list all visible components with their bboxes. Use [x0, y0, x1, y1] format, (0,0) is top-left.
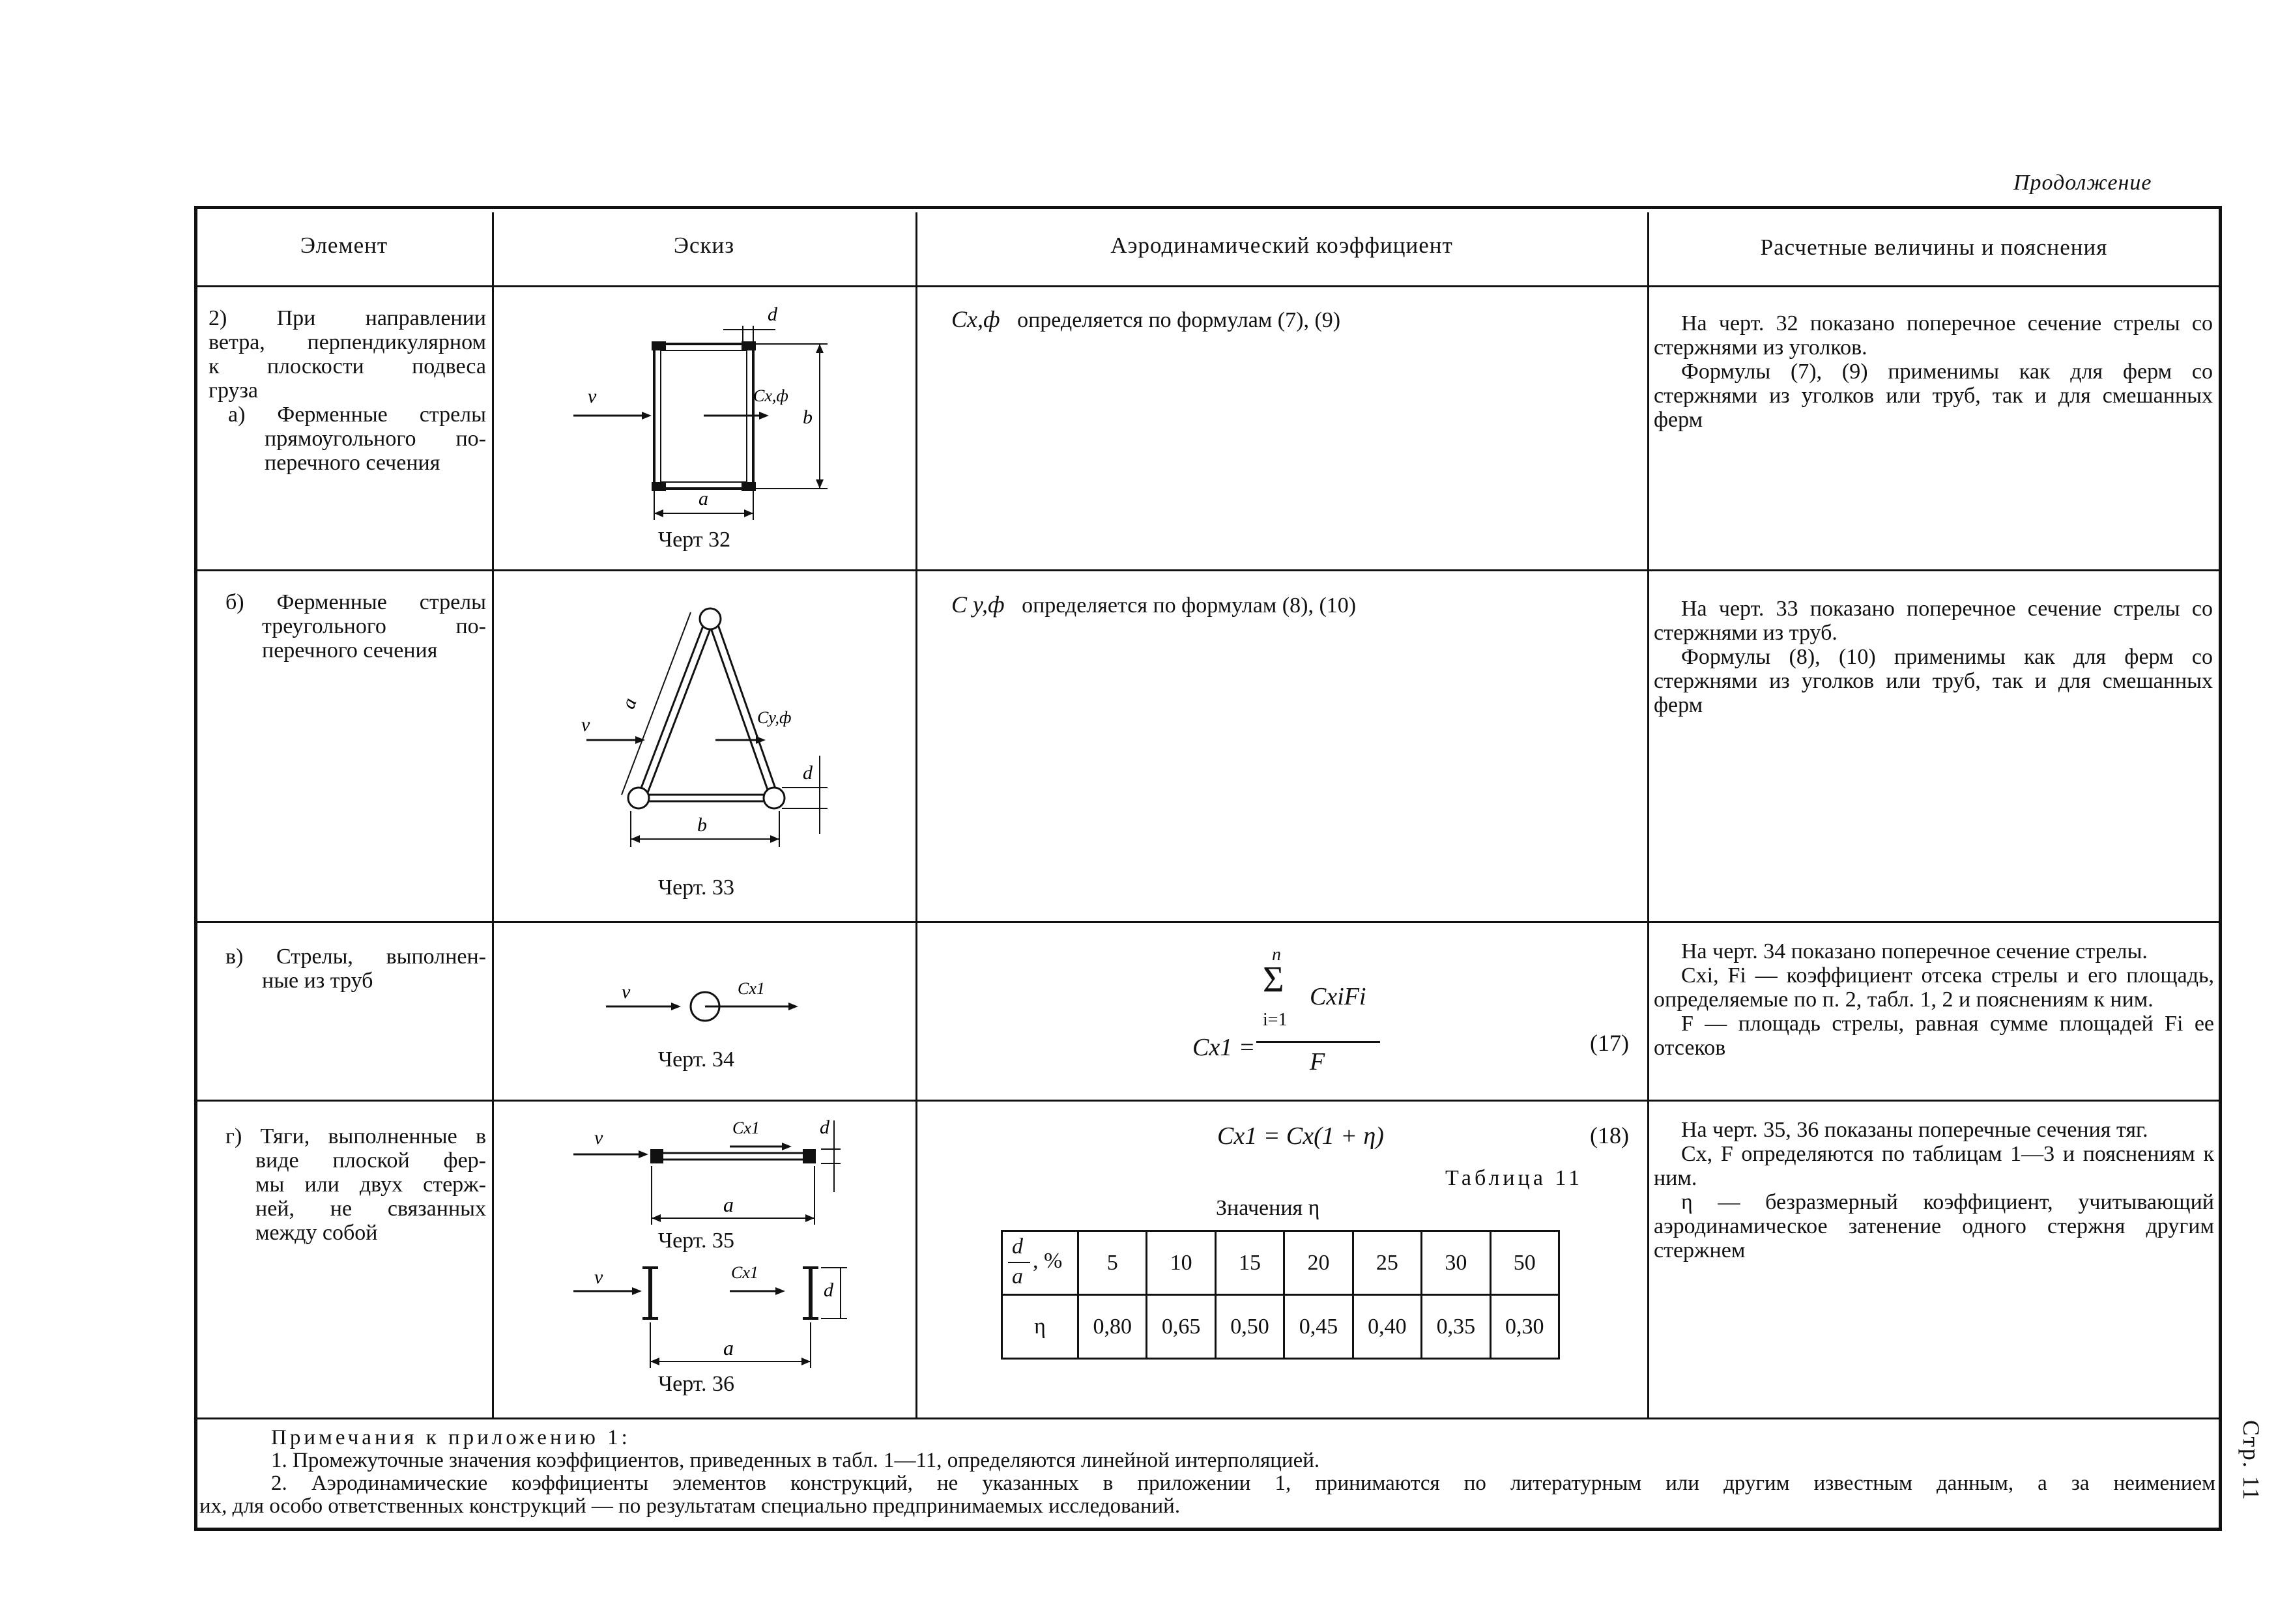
sketch33-b-arrow-right [770, 835, 779, 843]
sketch32-v-label: v [588, 386, 597, 407]
row2-bottom-border [195, 921, 2222, 923]
notes-title: Примечания к приложению 1: [271, 1426, 631, 1449]
sketch35-a-arrow-left [652, 1214, 661, 1222]
sketch33-d-label: d [803, 762, 813, 784]
row2-expl-p2: Формулы (8), (10) применимы как для ферм со стержнями из уголков или труб, так и для смешанных ферм [1654, 645, 2213, 717]
sketch32-angle-bl [652, 482, 666, 491]
sketch35-angle-left [650, 1149, 663, 1163]
notes-item-2b: их, для особо ответственных конструкций — по результатам специально предпринимаемых исследований. [199, 1494, 1181, 1518]
sketch35-a-label: a [723, 1193, 734, 1216]
sketch32-angle-tr [742, 341, 756, 350]
sketch32-a-arrow-left [654, 509, 663, 517]
row4-expl-p1: На черт. 35, 36 показаны поперечные сечения тяг. [1681, 1118, 2148, 1142]
notes-item-2a: 2. Аэродинамические коэффициенты элементов конструкций, не указанных в приложении 1, принимаются по литературным или другим известным данным, а за неимением [271, 1472, 2215, 1495]
row2-explanation [1654, 597, 2213, 717]
sketch36-cx-label: Cx1 [731, 1263, 758, 1282]
sketch32-b-label: b [803, 406, 813, 428]
row3-expl-p2: Cxi, Fi — коэффициент отсека стрелы и его площадь, определяемые по п. 2, табл. 1, 2 и пояснениям к ним. [1654, 963, 2214, 1012]
header-explanations: Расчетные величины и пояснения [1760, 235, 2108, 260]
sketch34-cx-label: Cx1 [738, 979, 765, 998]
sketch35-angle-right [803, 1149, 816, 1163]
row1-expl-p2: Формулы (7), (9) применимы как для ферм со стержнями из уголков или труб, так и для смешанных ферм [1654, 360, 2213, 432]
row2-coef-symbol: C y,ф [951, 591, 1005, 618]
continuation-label: Продолжение [2013, 171, 2152, 195]
sketch36-a-arrow-left [650, 1358, 659, 1365]
row1-element-line6: прямоугольного по- [265, 427, 486, 451]
formula17-lhs: Cx1 = [1192, 1034, 1256, 1061]
sketch32-force-arrowhead [759, 412, 769, 420]
table11-head-label [1002, 1231, 1078, 1295]
row1-element-line5: а) Ферменные стрелы [228, 403, 486, 427]
table11-frac-bar [1008, 1262, 1030, 1263]
sketch36-v-label: v [594, 1266, 603, 1288]
table11-val-1: 0,65 [1147, 1295, 1215, 1359]
sketch33-node-right [764, 788, 785, 808]
sketch32-d-label: d [768, 304, 777, 325]
sketch35-force-arrowhead [782, 1143, 792, 1150]
row3-bottom-border [195, 1100, 2222, 1102]
row3-expl-p1: На черт. 34 показано поперечное сечение стрелы. [1681, 939, 2148, 963]
sketch33-a-label: a [617, 695, 641, 712]
caption-35: Черт. 35 [658, 1229, 735, 1253]
col-divider-2 [915, 212, 917, 1417]
table11-col-1: 10 [1147, 1231, 1215, 1295]
formula-18: Cx1 = Cx(1 + η) [1217, 1122, 1384, 1150]
caption-32: Черт 32 [658, 528, 731, 552]
sketch33-left-bar-2 [646, 619, 714, 796]
row4-element-line2: виде плоской фер- [255, 1148, 486, 1173]
sketch-32 [560, 293, 847, 554]
row4-element [225, 1124, 486, 1245]
sketch34-force-arrowhead [788, 1003, 798, 1010]
page-number: Стр. 11 [2238, 1420, 2264, 1502]
formula18-number: (18) [1590, 1122, 1629, 1148]
col-divider-3 [1647, 212, 1649, 1417]
row2-element-line2: треугольного по- [262, 614, 486, 638]
table11-col-5: 30 [1422, 1231, 1490, 1295]
table11-val-5: 0,35 [1422, 1295, 1490, 1359]
table-11 [1001, 1230, 1560, 1360]
row1-coef-text: определяется по формулам (7), (9) [1017, 308, 1341, 332]
table11-frac-bottom: a [1012, 1264, 1023, 1289]
row1-expl-p1: На черт. 32 показано поперечное сечение стрелы со стержнями из уголков. [1654, 311, 2213, 360]
table11-unit: , % [1033, 1249, 1063, 1273]
table11-frac-top: d [1012, 1234, 1023, 1259]
table11-col-2: 15 [1215, 1231, 1284, 1295]
table11-col-6: 50 [1490, 1231, 1559, 1295]
header-element: Элемент [300, 233, 388, 258]
sketch-33 [560, 586, 847, 860]
table11-val-0: 0,80 [1078, 1295, 1147, 1359]
row4-element-line3: мы или двух стерж- [255, 1173, 486, 1197]
sketch-34 [586, 971, 821, 1029]
sketch33-node-top [700, 608, 721, 629]
sketch35-a-arrow-right [805, 1214, 814, 1222]
sketch-36 [560, 1253, 847, 1377]
formula17-numerator: CxiFi [1310, 983, 1366, 1010]
sketch35-cx-label: Cx1 [732, 1118, 760, 1137]
row3-element [225, 945, 486, 993]
row1-element-line3: к плоскости подвеса [209, 354, 486, 378]
formula17-sum: Σ [1263, 960, 1284, 1000]
row4-element-line5: между собой [255, 1221, 378, 1245]
sketch32-a-label: a [699, 488, 708, 509]
row3-expl-p3: F — площадь стрелы, равная сумме площадей Fi ее отсеков [1654, 1012, 2214, 1060]
sketch32-wind-arrowhead [642, 412, 652, 420]
sketch33-b-arrow-left [631, 835, 640, 843]
col-divider-1 [492, 212, 494, 1417]
header-coefficient: Аэродинамический коэффициент [1110, 233, 1453, 258]
row2-expl-p1: На черт. 33 показано поперечное сечение стрелы со стержнями из труб. [1654, 597, 2213, 645]
row3-element-line1: в) Стрелы, выполнен- [225, 945, 486, 969]
row4-explanation [1654, 1118, 2214, 1262]
table11-caption: Значения η [1216, 1196, 1320, 1220]
row4-bottom-border [195, 1417, 2222, 1419]
row1-element-line2: ветра, перпендикулярном [209, 330, 486, 354]
sketch33-v-label: v [581, 714, 590, 735]
row1-element-line1: 2) При направлении [209, 306, 486, 330]
sketch36-d-label: d [824, 1279, 833, 1301]
table11-head-row [1002, 1231, 1559, 1295]
notes-item-1: 1. Промежуточные значения коэффициентов, приведенных в табл. 1—11, определяются линейной интерполяцией. [271, 1449, 1320, 1472]
row1-coefficient [951, 307, 1340, 332]
table11-val-4: 0,40 [1353, 1295, 1421, 1359]
formula-17 [1186, 945, 1381, 1094]
header-bottom-border [195, 285, 2222, 287]
row1-element [209, 306, 486, 475]
sketch32-b-arrow-bottom [816, 479, 824, 489]
caption-33: Черт. 33 [658, 876, 735, 900]
caption-36: Черт. 36 [658, 1372, 735, 1396]
row1-explanation [1654, 311, 2213, 432]
row1-element-line7: перечного сечения [265, 451, 440, 475]
row3-explanation [1654, 939, 2214, 1060]
header-sketch: Эскиз [673, 233, 735, 258]
row2-element [225, 590, 486, 662]
sketch33-left-bar [639, 618, 706, 795]
formula17-fraction-bar [1256, 1041, 1380, 1043]
sketch35-wind-arrowhead [639, 1150, 648, 1158]
row4-expl-p3: η — безразмерный коэффициент, учитывающий аэродинамическое затенение одного стержня другим стержнем [1654, 1190, 2214, 1262]
caption-34: Черт. 34 [658, 1047, 735, 1072]
sketch34-wind-arrowhead [671, 1003, 681, 1010]
sketch33-b-label: b [697, 814, 707, 836]
formula17-number: (17) [1590, 1030, 1629, 1056]
sketch33-node-left [628, 788, 649, 808]
row4-element-line4: ней, не связанных [255, 1197, 486, 1221]
sketch32-angle-br [742, 482, 756, 491]
row3-element-line2: ные из труб [262, 969, 373, 993]
sketch33-cy-label: Cy,ф [757, 708, 792, 727]
row2-element-line3: перечного сечения [262, 638, 438, 662]
notes [199, 1427, 2215, 1518]
table11-col-0: 5 [1078, 1231, 1147, 1295]
table11-col-3: 20 [1284, 1231, 1353, 1295]
row1-bottom-border [195, 569, 2222, 571]
row1-coef-symbol: Cx,ф [951, 306, 1000, 332]
row2-element-line1: б) Ферменные стрелы [225, 590, 486, 614]
sketch32-angle-tl [652, 341, 666, 350]
sketch36-a-label: a [723, 1336, 734, 1360]
table-left-border [194, 206, 197, 1531]
sketch32-a-arrow-right [744, 509, 753, 517]
sketch36-force-arrowhead [775, 1287, 785, 1295]
sketch36-wind-arrowhead [632, 1287, 642, 1295]
formula17-lower: i=1 [1263, 1010, 1288, 1030]
table11-value-row [1002, 1295, 1559, 1359]
sketch32-b-arrow-top [816, 344, 824, 353]
row4-element-line1: г) Тяги, выполненные в [225, 1124, 486, 1148]
table11-val-6: 0,30 [1490, 1295, 1559, 1359]
sketch33-right-bar [708, 619, 769, 793]
table11-col-4: 25 [1353, 1231, 1421, 1295]
table-top-border [195, 206, 2222, 209]
sketch33-right-bar-2 [715, 618, 777, 792]
formula17-denominator: F [1310, 1048, 1325, 1076]
formula17-upper: n [1272, 945, 1281, 965]
sketch33-force-arrowhead [756, 736, 766, 744]
row2-coef-text: определяется по формулам (8), (10) [1022, 593, 1357, 618]
table-right-border [2219, 206, 2222, 1531]
sketch-35 [560, 1107, 847, 1231]
table-bottom-border [195, 1528, 2222, 1531]
row4-expl-p2: Cx, F определяются по таблицам 1—3 и пояснениям к ним. [1654, 1142, 2214, 1190]
row1-element-line4: груза [209, 378, 259, 403]
sketch35-v-label: v [594, 1127, 603, 1148]
table11-title: Таблица 11 [1445, 1166, 1583, 1190]
table11-val-3: 0,45 [1284, 1295, 1353, 1359]
table11-row-label: η [1002, 1295, 1078, 1359]
sketch35-d-label: d [820, 1117, 829, 1138]
table11-val-2: 0,50 [1215, 1295, 1284, 1359]
sketch32-cx-label: Cx,ф [753, 386, 788, 405]
sketch34-v-label: v [622, 981, 631, 1003]
sketch36-a-arrow-right [801, 1358, 811, 1365]
row2-coefficient [951, 593, 1356, 618]
